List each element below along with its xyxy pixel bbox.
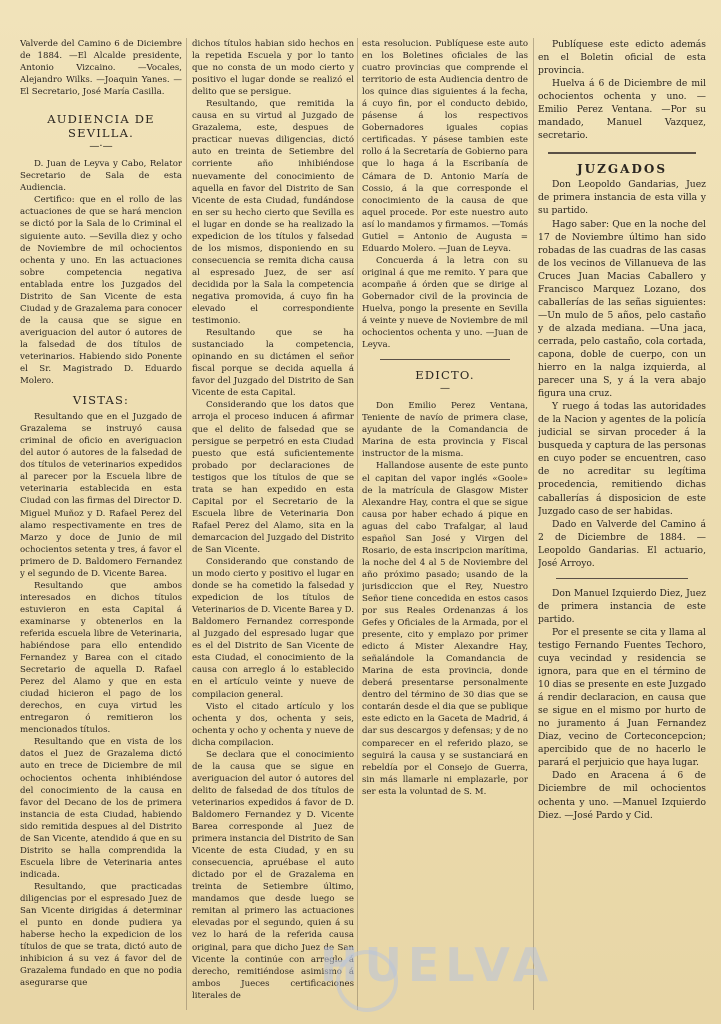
column-divider	[533, 38, 534, 1010]
column-4	[538, 38, 706, 1016]
column-1	[20, 38, 182, 1016]
paragraph: Don Emilio Perez Ventana, Teniente de navío de primera clase, ayudante de la Comandancia de Marina de esta provincia y Fiscal instructor de la misma.	[362, 401, 528, 460]
column-divider	[357, 38, 358, 1010]
paragraph: Don Manuel Izquierdo Diez, Juez de primera instancia de este partido.	[538, 587, 706, 625]
paragraph: Resultando, que practicadas diligencias por el espresado Juez de San Vicente dirigidas á determinar el punto en donde pudiera ya haberse hecho la expedicion de los títulos de que se trata, dictó auto de inhibicion á su vez á favor del de Grazalema fundado en que no podia asegurarse que	[20, 881, 182, 989]
paragraph: Dado en Valverde del Camino á 2 de Diciembre de 1884. —Leopoldo Gandarias. El actuario, José Arroyo.	[538, 518, 706, 569]
paragraph: Y ruego á todas las autoridades de la Nacion y agentes de la policía judicial se sirvan proceder á la busqueda y captura de las personas en cuyo poder se encuentren, caso de no acreditar su legítima procedencia, remitiendo dichas caballerías á disposicion de este Juzgado caso de ser habidas.	[538, 401, 706, 517]
paragraph: Publíquese este edicto además en el Boletin oficial de esta provincia.	[538, 39, 706, 77]
section-heading-edicto: EDICTO.	[415, 368, 475, 383]
paragraph: Se declara que el conocimiento de la causa que se sigue en averiguacion del autor ó autores del delito de falsedad de dos títulos de veterinarios expedidos á favor de D. Baldomero Fernandez y D. Vicente Barea corresponde al Juez de primera instancia del Distrito de San Vicente de esta Ciudad, y en su consecuencia, apruébase el auto dictado por el de Grazalema en treinta de Setiembre último, mandamos que desde luego se remitan al primero las actuaciones elevadas por el segundo, quien á su vez lo hará de la referida causa original, para que dicho Juez de San Vicente la continúe con arreglo á derecho, remitiéndose asimismo á ambos Jueces certificaciones literales de	[192, 749, 354, 1001]
paragraph: Don Leopoldo Gandarias, Juez de primera instancia de esta villa y su partido.	[538, 179, 706, 217]
paragraph: Considerando que constando de un modo cierto y positivo el lugar en donde se ha cometido la falsedad y expedicion de los títulos de Veterinarios de D. Vicente Barea y D. Baldomero Fernandez corresponde al Juzgado del espresado lugar que es el del Distrito de San Vicente de esta Ciudad, el conocimiento de la causa con arreglo á lo establecido en el artículo veinte y nueve de compilacion general.	[192, 557, 354, 700]
paragraph: Resultando que se ha sustanciado la competencia, opinando en su dictámen el señor fiscal porque se decida aquella á favor del Juzgado del Distrito de San Vicente de esta Capital.	[192, 328, 354, 399]
closing-signature-paragraph: Valverde del Camino 6 de Diciembre de 1884. —El Alcalde presidente, Antonio Vizcaino. —Vocales, Alejandro Wilks. —Joaquin Yanes. —El Secretario, José María Casilla.	[20, 39, 182, 98]
paragraph: esta resolucion. Publíquese este auto en los Boletines oficiales de las cuatro provincias que comprende el territorio de esta Audiencia dentro de los quince dias siguientes á la fecha, á cuyo fin, por el conducto debido, pásense á los respectivos Gobernadores iguales copias certificadas. Y pásese tambien este rollo á la Secretaría de Gobierno para que lo haga á la Escribanía de Cámara de D. Antonio María de Cossio, á la que corresponde el conocimiento de la causa de que aquel procede. Por este nuestro auto así lo mandamos y firmamos. —Tomás Gutiel = Antonio de Augusta = Eduardo Molero. —Juan de Leyva.	[362, 39, 528, 254]
paragraph: Resultando que en vista de los datos el Juez de Grazalema dictó auto en trece de Diciembre de mil ochocientos ochenta inhibiéndose del conocimiento de la causa en favor del Decano de los de primera instancia de esta Ciudad, habiendo sido remitida despues al del Distrito de San Vicente, atendido á que en su Distrito se halla comprendida la Escuela libre de Veterinaria antes indicada.	[20, 737, 182, 880]
column-divider	[186, 38, 187, 1010]
paragraph: Hallandose ausente de este punto el capitan del vapor inglés «Goole» de la matrícula de Glasgow Mister Alexandre Hay, contra el que se sigue causa por haber echado á pique en aguas del cabo Trafalgar, al laud español San José y Virgen del Rosario, de esta inscripcion marítima, la noche del 4 al 5 de Noviembre del año próximo pasado; usando de la jurisdiccion que el Rey, Nuestro Señor tiene concedida en estos casos por sus Reales Ordenanzas á los Gefes y Oficiales de la Armada, por el presente, cito y emplazo por primer edicto á Mister Alexandre Hay, señalándole la Comandancia de Marina de esta provincia, donde deberá presentarse personalmente dentro del término de 30 dias que se contarán desde el dia que se publique este edicto en la Gaceta de Madrid, á dar sus descargos y defensas; y de no comparecer en el referido plazo, se seguirá la causa y se sustanciará en rebeldía por el Consejo de Guerra, sin más llamarle ni emplazarle, por ser esta la voluntad de S. M.	[362, 461, 528, 797]
column-2	[192, 38, 354, 1016]
heading-ornament: —	[440, 383, 450, 395]
paragraph: dichos títulos habian sido hechos en la repetida Escuela y por lo tanto que no consta de un modo cierto y positivo el lugar donde se realizó el delito que se persigue.	[192, 39, 354, 98]
paragraph: D. Juan de Leyva y Cabo, Relator Secretario de Sala de esta Audiencia.	[20, 159, 182, 194]
archive-watermark: HUELVA	[320, 938, 555, 992]
subheading-vistas: VISTAS:	[72, 393, 130, 408]
paragraph: Certifico: que en el rollo de las actuaciones de que se hará mencion se dictó por la Sala de lo Criminal el siguiente auto. —Sevilla diez y ocho de Noviembre de mil ochocientos ochenta y uno. En las actuaciones sobre competencia negativa entablada entre los Juzgados del Distrito de San Vicente de esta Ciudad y de Grazalema para conocer de la causa que se sigue en averiguacion del autor ó autores de la falsedad de dos títulos de veterinarios. Habiendo sido Ponente el Sr. Magistrado D. Eduardo Molero.	[20, 195, 182, 387]
paragraph: Huelva á 6 de Diciembre de mil ochocientos ochenta y uno. —Emilio Perez Ventana. —Por su mandado, Manuel Vazquez, secretario.	[538, 78, 706, 142]
section-divider	[548, 152, 696, 154]
paragraph: Concuerda á la letra con su original á que me remito. Y para que acompañe á órden que se dirige al Gobernador civil de la provincia de Huelva, pongo la presente en Sevilla á veinte y nueve de Noviembre de mil ochocientos ochenta y uno. —Juan de Leyva.	[362, 255, 528, 351]
paragraph: Resultando que en el Juzgado de Grazalema se instruyó causa criminal de oficio en averiguacion del autor ó autores de la falsedad de dos títulos de veterinarios expedidos al parecer por la Escuela libre de veterinaria establecida en esta Ciudad con las firmas del Director D. Miguel Muñoz y D. Rafael Perez del alamo respectivamente en tres de Marzo y doce de Junio de mil ochocientos setenta y tres, á favor el primero de D. Baldomero Fernandez y el segundo de D. Vicente Barea.	[20, 412, 182, 579]
paragraph: Hago saber: Que en la noche del 17 de Noviembre último han sido robadas de las cuadras de las casas de los vecinos de Villanueva de las Cruces Juan Macias Caballero y Francisco Marquez Lozano, dos caballerías de las señas siguientes: —Un mulo de 5 años, pelo castaño y de alzada mediana. —Una jaca, cerrada, pelo castaño, cola cortada, capona, doble de cuerpo, con un hierro en la nalga izquierda, al parecer una S, y á la vera abajo figura una cruz.	[538, 218, 706, 400]
paragraph: Visto el citado artículo y los ochenta y dos, ochenta y seis, ochenta y ocho y ochenta y nueve de dicha compilacion.	[192, 701, 354, 748]
paragraph: Considerando que los datos que arroja el proceso inducen á afirmar que el delito de falsedad que se persigue se perpetró en esta Ciudad puesto que está suficientemente probado por declaraciones de testigos que los títulos de que se trata se han expedido en esta Capital por el Secretario de la Escuela libre de Veterinaria Don Rafael Perez del Alamo, sita en la demarcacion del Juzgado del Distrito de San Vicente.	[192, 400, 354, 555]
section-heading-juzgados: JUZGADOS	[577, 162, 667, 177]
column-3	[362, 38, 528, 1016]
paragraph: Resultando, que remitida la causa en su virtud al Juzgado de Grazalema, este, despues de practicar nuevas diligencias, dictó auto en treinta de Setiembre del corriente año inhibiéndose nuevamente del conocimiento de aquella en favor del Distrito de San Vicente de esta Ciudad, fundándose en ser su hecho cierto que Sevilla es el lugar en donde se ha realizado la expedicion de los títulos y falsedad de los mismos, disponiendo en su consecuencia se remita dicha causa al espresado Juez, de ser así decidida por la Sala la competencia negativa promovida, á cuyo fin ha elevado el correspondiente testimonio.	[192, 99, 354, 327]
paragraph: Por el presente se cita y llama al testigo Fernando Fuentes Techoro, cuya vecindad y residencia se ignora, para que en el término de 10 dias se presente en este Juzgado á rendir declaracion, en causa que se sigue en el mismo por hurto de no juramento á Juan Fernandez Diaz, vecino de Corteconcepcion; apercibido que de no hacerlo le parará el perjuicio que haya lugar.	[538, 626, 706, 769]
heading-ornament: —·—	[89, 141, 113, 153]
paragraph: Dado en Aracena á 6 de Diciembre de mil ochocientos ochenta y uno. —Manuel Izquierdo Diez. —José Pardo y Cid.	[538, 770, 706, 821]
section-heading-audiencia: AUDIENCIA DE SEVILLA.	[47, 112, 155, 141]
section-divider	[556, 578, 688, 579]
paragraph: Resultando que ambos interesados en dichos títulos estuvieron en esta Capital á examinarse y obtenerlos en la referida escuela libre de Veterinaria, habiéndose para ello entendido Fernandez y Barea con el citado Secretario de aquella D. Rafael Perez del Alamo y que en esta ciudad hicieron el pago de los derechos, en cuya virtud les entregaron ó remitieron los mencionados títulos.	[20, 580, 182, 736]
section-divider	[380, 359, 510, 360]
